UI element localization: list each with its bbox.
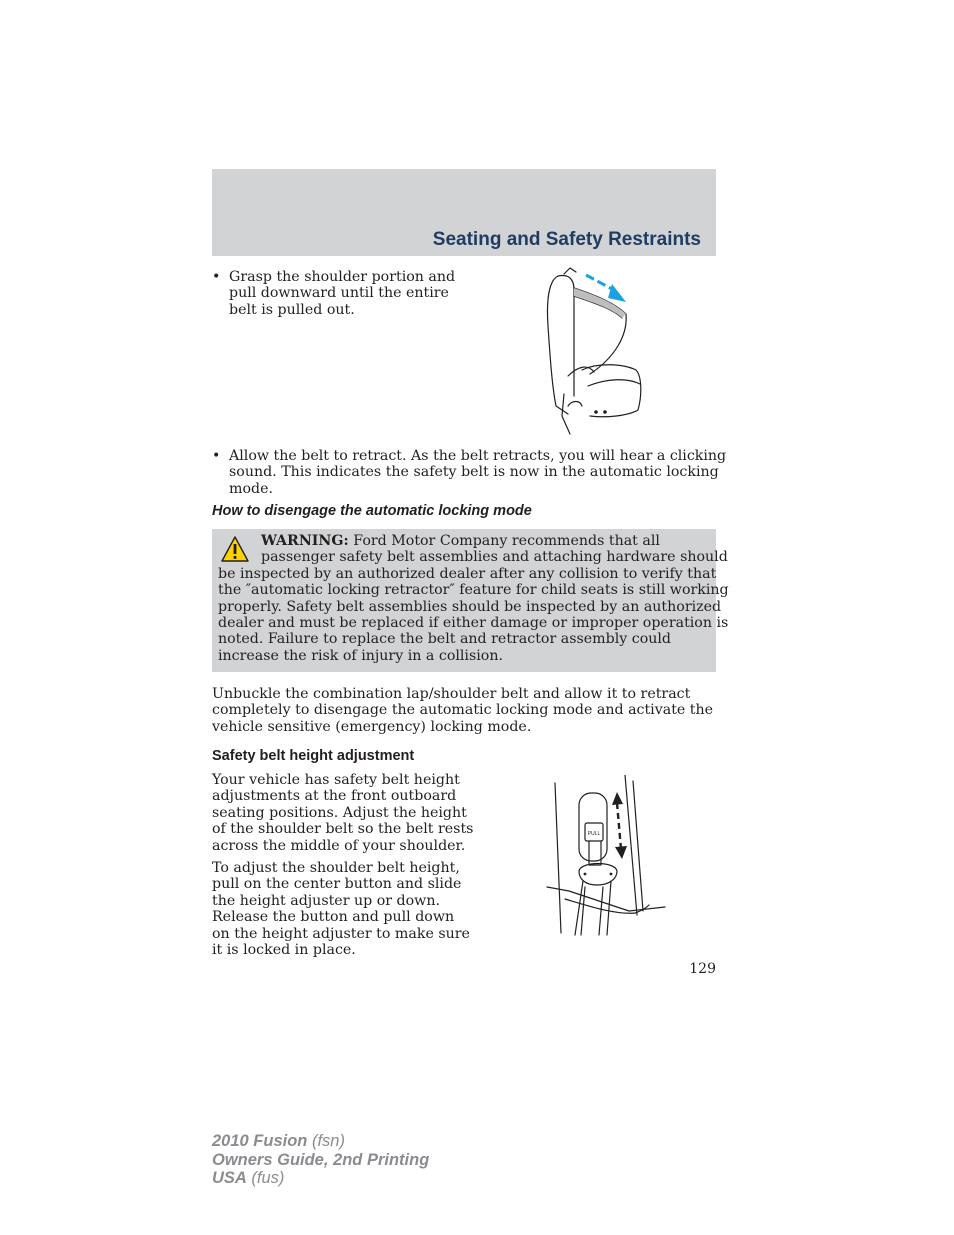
- para-line: on the height adjuster to make sure: [212, 925, 470, 942]
- bullet-line: pull downward until the entire: [229, 285, 449, 302]
- warning-line: dealer and must be replaced if either damage or improper operation is: [218, 615, 729, 632]
- bullet-line: Allow the belt to retract. As the belt retracts, you will hear a clicking: [229, 448, 727, 464]
- page-number: 129: [689, 961, 716, 977]
- warning-label: WARNING:: [261, 533, 349, 549]
- warning-box: [212, 529, 729, 672]
- bullet-mark: •: [212, 269, 221, 285]
- document-footer: [212, 1132, 429, 1188]
- section-header-band: [212, 169, 716, 256]
- section-title: Seating and Safety Restraints: [432, 229, 701, 250]
- lap-belt: [562, 394, 570, 434]
- bullet-line: sound. This indicates the safety belt is now in the automatic locking: [229, 464, 719, 481]
- bullet-line: Grasp the shoulder portion and: [229, 269, 456, 285]
- arrow-shaft: [586, 275, 614, 290]
- warning-line: the ″automatic locking retractor″ feature for child seats is still working: [218, 582, 729, 599]
- warning-line: passenger safety belt assemblies and attaching hardware should: [261, 549, 728, 566]
- body-paragraph: [212, 860, 470, 958]
- pull-button-label: PULL: [587, 831, 601, 837]
- bullet-line: mode.: [229, 480, 273, 497]
- para-line: vehicle sensitive (emergency) locking mode.: [212, 718, 532, 735]
- para-line: Release the button and pull down: [212, 909, 455, 926]
- pillar-right-edge: [625, 775, 637, 915]
- footer-model-code: (fsn): [307, 1132, 345, 1150]
- footer-edition: Owners Guide, 2nd Printing: [212, 1150, 430, 1169]
- para-line: Your vehicle has safety belt height: [212, 772, 460, 788]
- footer-market-code: (fus): [246, 1169, 285, 1187]
- warning-text: [218, 533, 729, 664]
- bullet-mark: •: [212, 448, 221, 464]
- warning-line: be inspected by an authorized dealer after any collision to verify that: [218, 565, 717, 582]
- subsection-heading: Safety belt height adjustment: [212, 748, 415, 764]
- footer-model: 2010 Fusion: [212, 1132, 308, 1150]
- pillar-left-edge: [555, 783, 561, 933]
- para-line: adjustments at the front outboard: [212, 788, 457, 805]
- body-paragraph: [212, 686, 713, 735]
- para-line: pull on the center button and slide: [212, 876, 462, 893]
- para-line: the height adjuster up or down.: [212, 892, 440, 909]
- adjust-arrow-shaft: [617, 803, 621, 849]
- para-line: completely to disengage the automatic locking mode and activate the: [212, 702, 714, 719]
- para-line: it is locked in place.: [212, 942, 356, 959]
- para-line: seating positions. Adjust the height: [212, 804, 467, 821]
- warning-line: noted. Failure to replace the belt and retractor assembly could: [218, 631, 671, 648]
- arrow-down-icon: [615, 846, 627, 859]
- seat-belt-pull-illustration: [528, 266, 654, 438]
- body-paragraph: [212, 772, 473, 854]
- footer-market: USA: [212, 1169, 247, 1187]
- seat-back-edge: [558, 276, 574, 396]
- subsection-heading: How to disengage the automatic locking mode: [212, 503, 532, 519]
- warning-line: increase the risk of injury in a collision.: [218, 647, 503, 664]
- bullet-line: belt is pulled out.: [229, 301, 355, 318]
- seat-cushion: [582, 365, 641, 417]
- para-line: of the shoulder belt so the belt rests: [212, 821, 474, 838]
- seat-back-outline: [547, 276, 568, 414]
- belt-height-adjuster-illustration: [545, 775, 669, 937]
- warning-line: Ford Motor Company recommends that all: [353, 533, 660, 549]
- para-line: Unbuckle the combination lap/shoulder belt and allow it to retract: [212, 686, 691, 702]
- arrow-up-icon: [612, 792, 623, 805]
- para-line: across the middle of your shoulder.: [212, 837, 466, 854]
- para-line: To adjust the shoulder belt height,: [212, 860, 460, 876]
- warning-line: properly. Safety belt assemblies should be inspected by an authorized: [218, 598, 722, 615]
